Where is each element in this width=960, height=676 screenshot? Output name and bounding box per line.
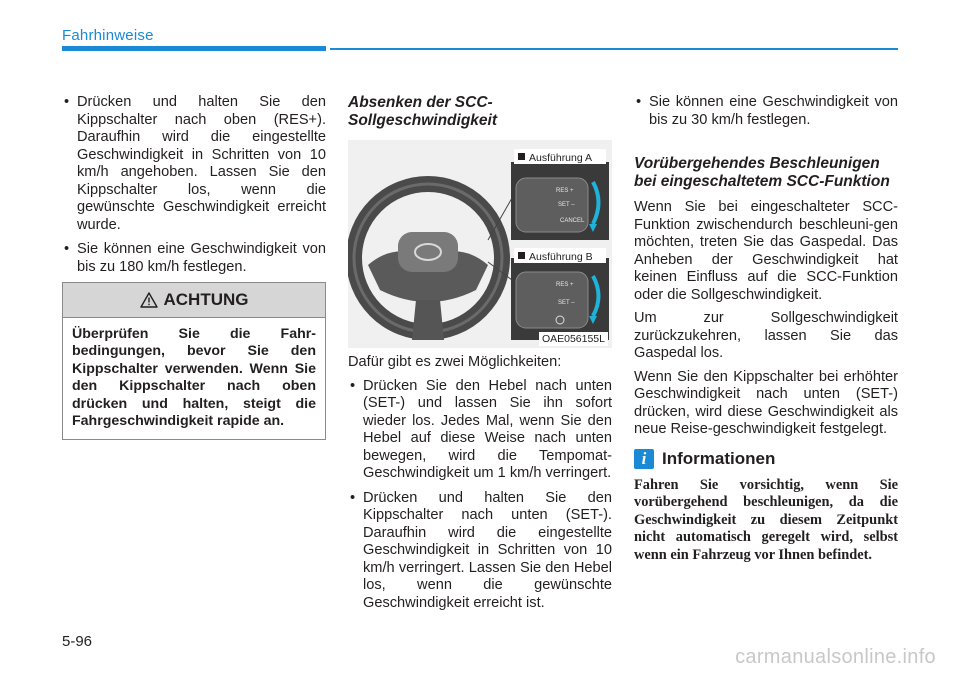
figure-caption: OAE056155L	[539, 332, 608, 346]
section-title: Fahrhinweise	[62, 27, 154, 44]
bullet-item: • Drücken Sie den Hebel nach unten (SET-) und lassen Sie ihn sofort wieder los. Jedes Mal, wenn Sie den Hebel auf diese Weise nach unten bewegen, wird die Tempomat-Geschwindigkeit um 1 km/h verringert.	[348, 378, 612, 483]
paragraph: Wenn Sie den Kippschalter bei erhöhter Geschwindigkeit nach unten (SET-) drücken, wird diese Geschwindigkeit als neue Reise-geschwindigkeit festgelegt.	[634, 368, 898, 437]
switch-a-set: SET –	[558, 202, 575, 208]
section-heading: Vorübergehendes Beschleunigen bei eingeschaltetem SCC-Funktion	[634, 155, 890, 190]
column-middle-text	[348, 354, 612, 619]
switch-b-set: SET –	[558, 300, 575, 306]
bullet-item: • Sie können eine Geschwindigkeit von bis zu 30 km/h festlegen.	[634, 94, 898, 129]
column-right	[634, 94, 898, 564]
header-rule-thin	[330, 48, 898, 50]
label-ausfuehrung-a: Ausführung A	[529, 152, 593, 164]
page-number: 5-96	[62, 633, 93, 650]
warning-box	[62, 282, 326, 440]
intro-text: Dafür gibt es zwei Möglichkeiten:	[348, 354, 562, 370]
info-text: Fahren Sie vorsichtig, wenn Sie vorübergehend beschleunigen, da die Geschwindigkeit zu diesem Zeitpunkt nicht automatisch geregelt wird, selbst wenn ein Fahrzeug vor Ihnen befindet.	[634, 476, 898, 563]
info-header	[634, 449, 898, 469]
switch-a-cancel: CANCEL	[560, 218, 585, 224]
steering-wheel-illustration	[348, 140, 612, 348]
watermark: carmanualsonline.info	[735, 646, 936, 668]
column-middle	[348, 94, 612, 138]
column-left	[62, 94, 326, 283]
info-icon: i	[634, 449, 654, 469]
bullet-item: • Drücken und halten Sie den Kippschalter nach oben (RES+). Daraufhin wird die eingestellte Geschwindigkeit in Schritten von 10 km/h angehoben. Lassen Sie den Kippschalter los, wenn die gewünschte Geschwindigkeit erreicht wurde.	[62, 94, 326, 234]
bullet-item: • Drücken und halten Sie den Kippschalter nach unten (SET-). Daraufhin wird die eingestellte Geschwindigkeit in Schritten von 10 km/h verringert. Lassen Sie den Hebel los, wenn die gewünschte Geschwindigkeit erreicht ist.	[348, 490, 612, 613]
section-heading: Absenken der SCC-Sollgeschwindigkeit	[348, 94, 497, 129]
paragraph: Um zur Sollgeschwindigkeit zurückzukehren, lassen Sie das Gaspedal los.	[634, 310, 898, 361]
bullet-item: • Sie können eine Geschwindigkeit von bis zu 180 km/h festlegen.	[62, 241, 326, 276]
warning-title: ACHTUNG	[163, 290, 249, 309]
warning-text: Überprüfen Sie die Fahr-bedingungen, bevor Sie den Kippschalter verwenden. Wenn Sie den Kippschalter nach oben drücken und halten, steigt die Fahrgeschwindigkeit rapide an.	[72, 326, 316, 430]
switch-a-res: RES +	[556, 188, 574, 194]
steering-wheel-figure	[348, 140, 612, 348]
header-rule-thick	[62, 46, 326, 51]
warning-triangle-icon	[140, 292, 158, 308]
label-ausfuehrung-b: Ausführung B	[529, 251, 593, 263]
paragraph: Wenn Sie bei eingeschalteter SCC-Funktion zwischendurch beschleuni-gen möchten, treten Sie das Gaspedal. Das Anheben der Geschwindigkeit hat keinen Einfluss auf die SCC-Funktion oder die Sollgeschwindigkeit.	[634, 199, 898, 303]
warning-header	[63, 283, 325, 318]
switch-b-res: RES +	[556, 282, 574, 288]
info-title: Informationen	[662, 448, 776, 468]
